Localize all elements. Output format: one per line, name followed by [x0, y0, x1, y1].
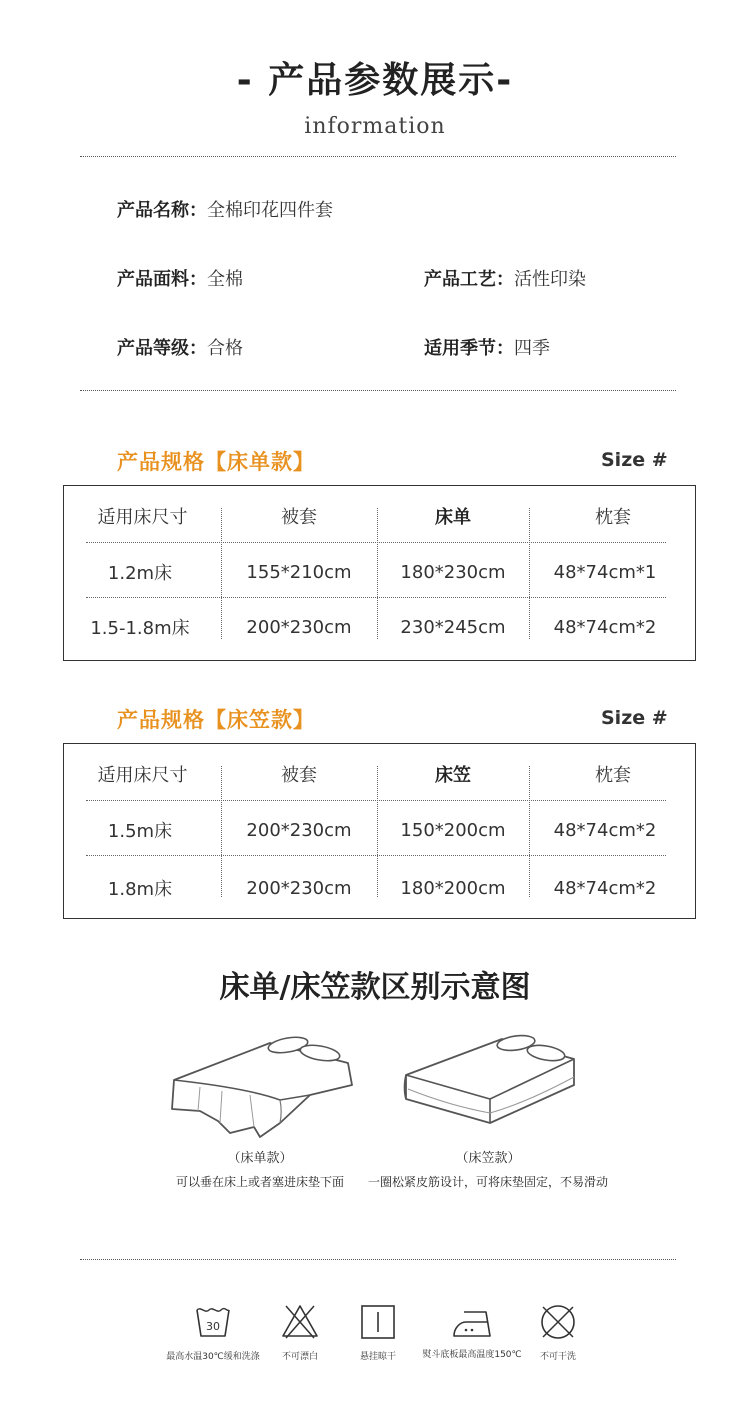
table-cell: 155*210cm: [246, 561, 352, 583]
table-cell: 48*74cm*2: [553, 819, 657, 841]
fitted-sheet-caption: （床笠款）: [455, 1151, 521, 1166]
wash-temp-number: 30: [206, 1320, 220, 1333]
care-label-no-bleach: 不可漂白: [281, 1352, 318, 1362]
no-dry-clean-icon: [538, 1302, 578, 1342]
table-cell: 1.2m床: [107, 563, 173, 584]
table-header-pillowcase: 枕套: [595, 765, 631, 786]
spec-sheet-size-label: Size #: [601, 449, 668, 471]
table-header-sheet: 床单: [435, 507, 471, 528]
info-fabric-value: 全棉: [207, 269, 243, 290]
page-subtitle: information: [304, 114, 446, 139]
flat-sheet-icon: [160, 1025, 360, 1145]
table-cell: 1.5m床: [107, 821, 173, 842]
flat-sheet-illustration: [160, 1025, 360, 1145]
info-name: [117, 196, 333, 222]
info-craft-value: 活性印染: [514, 269, 586, 290]
spec-fitted-table: [63, 743, 696, 919]
diagram-title: 床单/床笠款区别示意图: [219, 970, 531, 1005]
spec-fitted-title: 产品规格【床笠款】: [117, 708, 315, 732]
table-cell: 1.5-1.8m床: [90, 618, 190, 639]
info-grade-value: 合格: [207, 338, 243, 359]
table-cell: 1.8m床: [107, 879, 173, 900]
table-header-fitted-sheet: 床笠: [435, 765, 471, 786]
flat-sheet-note: 可以垂在床上或者塞进床垫下面: [175, 1175, 344, 1189]
table-cell: 200*230cm: [246, 877, 352, 899]
fitted-sheet-note: 一圈松紧皮筋设计，可将床垫固定，不易滑动: [367, 1175, 608, 1189]
table-cell: 150*200cm: [400, 819, 506, 841]
info-season: [424, 334, 550, 360]
divider-info: [80, 390, 676, 391]
hang-dry-icon: [359, 1303, 397, 1341]
spec-sheet-table: [63, 485, 696, 661]
info-grade: [117, 334, 243, 360]
no-bleach-icon: [280, 1302, 320, 1342]
table-row-divider: [86, 800, 666, 801]
spec-fitted-size-label: Size #: [601, 707, 668, 729]
info-name-label: 产品名称：: [117, 200, 207, 221]
iron-icon: [450, 1306, 494, 1340]
spec-sheet-title: 产品规格【床单款】: [117, 450, 315, 474]
divider-care: [80, 1259, 676, 1260]
table-cell: 48*74cm*2: [553, 616, 657, 638]
flat-sheet-caption: （床单款）: [227, 1151, 293, 1166]
care-label-no-dry-clean: 不可干洗: [539, 1352, 576, 1362]
info-craft: [424, 265, 586, 291]
table-header-pillowcase: 枕套: [595, 507, 631, 528]
divider-top: [80, 156, 676, 157]
table-cell: 180*200cm: [400, 877, 506, 899]
table-cell: 200*230cm: [246, 819, 352, 841]
wash-30-icon: [193, 1302, 233, 1342]
page-title: - 产品参数展示-: [236, 60, 514, 101]
info-fabric-label: 产品面料：: [117, 269, 207, 290]
table-cell: 200*230cm: [246, 616, 352, 638]
info-craft-label: 产品工艺：: [424, 269, 514, 290]
table-header-duvet: 被套: [281, 507, 317, 528]
care-label-wash: 最高水温30℃缓和洗涤: [166, 1352, 260, 1362]
fitted-sheet-illustration: [398, 1025, 583, 1135]
info-fabric: [117, 265, 243, 291]
table-header-duvet: 被套: [281, 765, 317, 786]
table-row-divider: [86, 542, 666, 543]
info-grade-label: 产品等级：: [117, 338, 207, 359]
table-header-bed-size: 适用床尺寸: [97, 765, 188, 786]
care-label-hang-dry: 悬挂晾干: [359, 1352, 396, 1362]
table-cell: 180*230cm: [400, 561, 506, 583]
info-name-value: 全棉印花四件套: [207, 200, 333, 221]
table-cell: 230*245cm: [400, 616, 506, 638]
info-season-value: 四季: [514, 338, 550, 359]
info-season-label: 适用季节：: [424, 338, 514, 359]
care-label-iron: 熨斗底板最高温度150℃: [422, 1350, 522, 1360]
table-cell: 48*74cm*1: [553, 561, 657, 583]
table-header-bed-size: 适用床尺寸: [97, 507, 188, 528]
table-cell: 48*74cm*2: [553, 877, 657, 899]
fitted-sheet-icon: [398, 1025, 583, 1135]
